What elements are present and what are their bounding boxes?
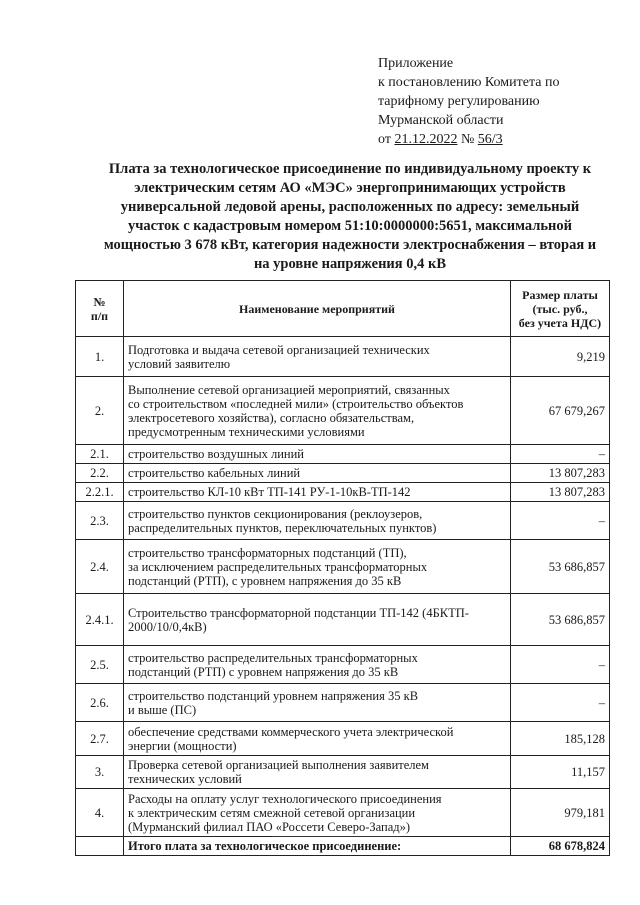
row-name: строительство кабельных линий [124,464,511,483]
table-row [76,502,610,540]
table-row [76,646,610,684]
title-line: Плата за технологическое присоединение по индивидуальному проекту к [108,161,592,177]
fees-table [75,280,610,856]
row-num: 2.4.1. [76,594,124,646]
table-row [76,445,610,464]
header-name: Наименование мероприятий [124,281,511,337]
appendix-line: тарифному регулированию [378,94,540,109]
appendix-date-line [378,130,618,149]
title-line: электрическим сетям АО «МЭС» энергопринимающих устройств [134,180,566,196]
table-row [76,756,610,789]
row-name: обеспечение средствами коммерческого учета электрической энергии (мощности) [124,722,511,756]
table-row [76,684,610,722]
row-num: 2.6. [76,684,124,722]
number-prefix: № [457,132,478,147]
table-row [76,540,610,594]
row-name: Выполнение сетевой организацией мероприятий, связанных со строительством «последней мили» (строительство объектов электросетевого хозяйства), согласно обязательствам, предусмотренным техническими условиями [124,377,511,445]
row-num: 2.1. [76,445,124,464]
header-value: Размер платы (тыс. руб., без учета НДС) [511,281,610,337]
row-value: 185,128 [511,722,610,756]
row-num: 2.2. [76,464,124,483]
row-value: – [511,502,610,540]
row-num: 4. [76,789,124,837]
row-name: Проверка сетевой организацией выполнения заявителем технических условий [124,756,511,789]
row-num: 3. [76,756,124,789]
table-row [76,337,610,377]
total-empty-cell [76,837,124,856]
row-value: 53 686,857 [511,594,610,646]
row-num: 2.3. [76,502,124,540]
row-num: 2.5. [76,646,124,684]
total-label: Итого плата за технологическое присоединение: [124,837,511,856]
table-row [76,483,610,502]
document-title [80,160,620,274]
date-prefix: от [378,132,395,147]
table-row [76,594,610,646]
row-name: строительство трансформаторных подстанций (ТП), за исключением распределительных трансформаторных подстанций (РТП), с уровнем напряжения до 35 кВ [124,540,511,594]
row-value: 13 807,283 [511,464,610,483]
table-row [76,377,610,445]
row-name: строительство КЛ-10 кВт ТП-141 РУ-1-10кВ-ТП-142 [124,483,511,502]
table-row [76,789,610,837]
resolution-number: 56/3 [477,132,503,147]
row-name: Подготовка и выдача сетевой организацией технических условий заявителю [124,337,511,377]
row-value: 53 686,857 [511,540,610,594]
row-name: строительство воздушных линий [124,445,511,464]
row-value: – [511,445,610,464]
title-line: универсальной ледовой арены, расположенных по адресу: земельный [120,199,580,215]
row-value: – [511,684,610,722]
row-num: 2.2.1. [76,483,124,502]
row-name: строительство подстанций уровнем напряжения 35 кВ и выше (ПС) [124,684,511,722]
row-value: 13 807,283 [511,483,610,502]
row-num: 1. [76,337,124,377]
total-value: 68 678,824 [511,837,610,856]
row-value: – [511,646,610,684]
row-name: строительство распределительных трансформаторных подстанций (РТП) с уровнем напряжения до 35 кВ [124,646,511,684]
title-line: мощностью 3 678 кВт, категория надежности электроснабжения – вторая и [103,237,597,253]
row-num: 2. [76,377,124,445]
row-value: 67 679,267 [511,377,610,445]
resolution-date: 21.12.2022 [394,132,458,147]
table-header-row [76,281,610,337]
row-value: 979,181 [511,789,610,837]
header-num: № п/п [76,281,124,337]
title-line: участок с кадастровым номером 51:10:0000000:5651, максимальной [127,218,573,234]
total-row [76,837,610,856]
table-row [76,722,610,756]
row-name: Расходы на оплату услуг технологического присоединения к электрическим сетям смежной сетевой организации (Мурманский филиал ПАО «Россети Северо-Запад») [124,789,511,837]
appendix-line: Приложение [378,56,454,71]
appendix-line: Мурманской области [378,113,504,128]
closing-line [272,836,400,837]
row-value: 11,157 [511,756,610,789]
title-line: на уровне напряжения 0,4 кВ [253,256,447,272]
row-value: 9,219 [511,337,610,377]
appendix-line: к постановлению Комитета по [378,75,560,90]
row-num: 2.7. [76,722,124,756]
appendix-block [378,54,618,149]
table-row [76,464,610,483]
row-num: 2.4. [76,540,124,594]
row-name: строительство пунктов секционирования (реклоузеров, распределительных пунктов, переключательных пунктов) [124,502,511,540]
row-name: Строительство трансформаторной подстанции ТП-142 (4БКТП- 2000/10/0,4кВ) [124,594,511,646]
